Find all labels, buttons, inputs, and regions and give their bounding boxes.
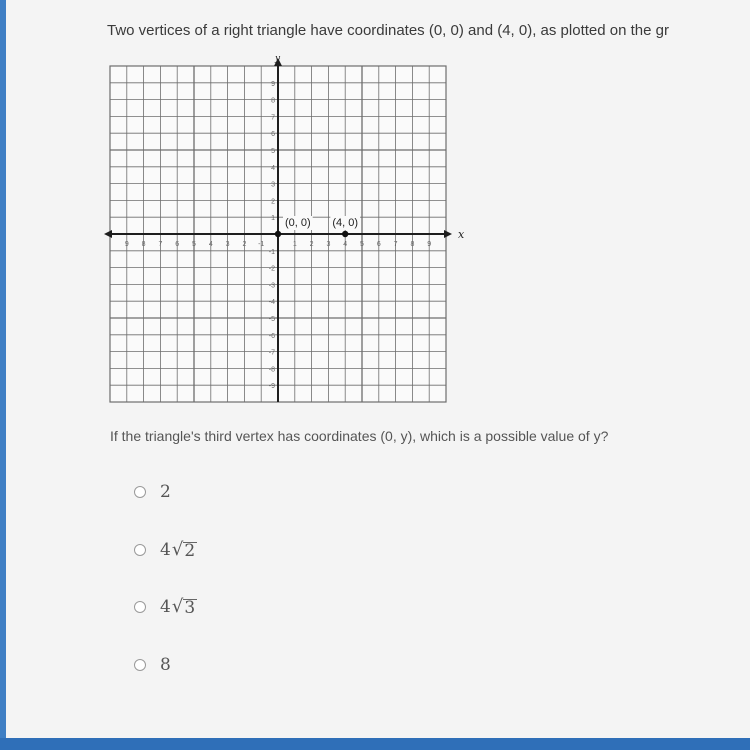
choice-option-2[interactable] xyxy=(134,539,197,560)
square-root-icon: √ xyxy=(171,539,184,560)
x-tick-label: 4 xyxy=(343,241,348,248)
choice-option-3[interactable] xyxy=(134,596,197,617)
choice-radicand: 3 xyxy=(184,598,196,618)
y-tick-label: 1 xyxy=(271,215,275,223)
x-tick-label: 5 xyxy=(360,241,364,248)
x-tick-label: 8 xyxy=(410,241,415,248)
x-tick-label: 2 xyxy=(309,241,314,248)
choice-label xyxy=(160,655,171,675)
y-tick-label: -1 xyxy=(268,248,275,256)
x-tick-label: 4 xyxy=(208,241,213,248)
y-tick-label: 3 xyxy=(271,181,275,189)
bottom-accent-bar xyxy=(0,738,750,750)
y-tick-label: 7 xyxy=(271,114,275,122)
x-axis-arrow-left xyxy=(104,230,112,238)
radio-button[interactable] xyxy=(134,659,146,671)
plotted-point xyxy=(275,231,281,237)
radio-button[interactable] xyxy=(134,601,146,613)
x-tick-label: 9 xyxy=(124,241,129,248)
y-tick-label: 8 xyxy=(271,97,275,105)
x-axis-label: x xyxy=(458,228,464,241)
choice-option-4[interactable] xyxy=(134,655,171,675)
point-label: (4, 0) xyxy=(332,217,359,229)
choice-coefficient: 8 xyxy=(160,655,171,675)
choice-coefficient: 2 xyxy=(160,482,171,502)
x-tick-label: 1 xyxy=(292,241,297,248)
choice-option-1[interactable] xyxy=(134,482,171,502)
x-tick-label: 9 xyxy=(427,241,432,248)
x-tick-label: 8 xyxy=(141,241,146,248)
y-tick-label: 5 xyxy=(271,148,275,155)
square-root-icon: √ xyxy=(171,596,184,617)
x-tick-label: 6 xyxy=(376,241,381,248)
x-tick-label: -1 xyxy=(258,241,265,248)
y-tick-label: 9 xyxy=(271,80,275,88)
y-tick-label: -4 xyxy=(268,299,275,307)
radio-button[interactable] xyxy=(134,544,146,556)
question-text: Two vertices of a right triangle have coordinates (0, 0) and (4, 0), as plotted on the gr xyxy=(107,22,669,39)
coordinate-graph xyxy=(104,54,464,410)
y-tick-label: -3 xyxy=(268,282,275,290)
y-axis-label: y xyxy=(275,54,281,64)
x-tick-label: 7 xyxy=(158,241,163,248)
choice-coefficient: 4 xyxy=(160,597,171,617)
x-tick-label: 6 xyxy=(175,241,180,248)
y-tick-label: 2 xyxy=(271,198,275,206)
choice-label xyxy=(160,539,197,560)
x-tick-label: 5 xyxy=(192,241,196,248)
y-tick-label: -5 xyxy=(268,316,275,323)
choice-label xyxy=(160,596,197,617)
y-tick-label: 4 xyxy=(271,164,275,172)
choice-radicand: 2 xyxy=(184,541,196,561)
y-tick-label: -9 xyxy=(268,383,275,391)
y-tick-label: 6 xyxy=(271,131,275,139)
choice-label xyxy=(160,482,171,502)
y-tick-label: -8 xyxy=(268,366,275,374)
point-label: (0, 0) xyxy=(285,217,311,229)
y-tick-label: -6 xyxy=(268,332,275,340)
prompt-text: If the triangle's third vertex has coordinates (0, y), which is a possible value of y? xyxy=(110,428,609,444)
x-axis-arrow xyxy=(444,230,452,238)
x-tick-label: 7 xyxy=(393,241,398,248)
x-tick-label: 3 xyxy=(326,241,331,248)
left-accent-bar xyxy=(0,0,6,750)
choice-coefficient: 4 xyxy=(160,540,171,560)
plotted-point xyxy=(342,231,348,237)
x-tick-label: 3 xyxy=(225,241,230,248)
x-tick-label: 2 xyxy=(242,241,247,248)
radio-button[interactable] xyxy=(134,486,146,498)
y-tick-label: -2 xyxy=(268,265,275,273)
y-tick-label: -7 xyxy=(268,349,275,357)
